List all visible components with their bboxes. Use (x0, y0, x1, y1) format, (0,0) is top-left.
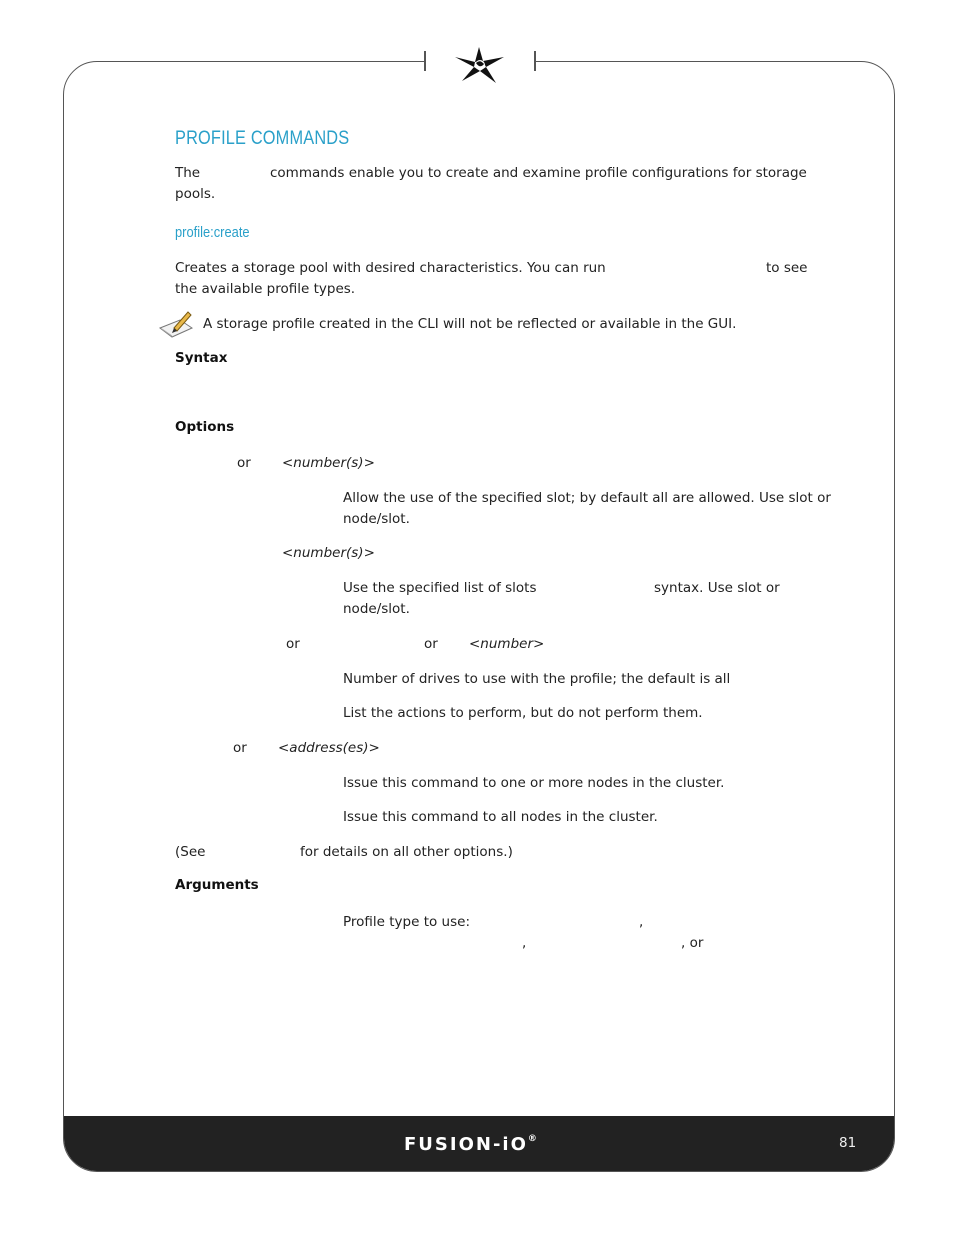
option4-description: List the actions to perform, but do not perform them. (343, 705, 703, 721)
command-heading: profile:create (175, 224, 250, 241)
option5-argument: <address(es)> (278, 740, 380, 756)
note-text: A storage profile created in the CLI will not be reflected or available in the GUI. (203, 316, 737, 332)
registered-mark: ® (527, 1134, 537, 1144)
option6-description: Issue this command to all nodes in the cluster. (343, 809, 658, 825)
option1-description-line2: node/slot. (343, 511, 410, 527)
option5-or: or (233, 740, 247, 756)
options-heading: Options (175, 419, 235, 435)
command-description-end: to see (766, 260, 808, 276)
intro-word-the: The (175, 165, 201, 181)
option2-description-line2: node/slot. (343, 601, 410, 617)
option1-or: or (237, 455, 251, 471)
option1-description: Allow the use of the specified slot; by default all are allowed. Use slot or (343, 490, 831, 506)
option2-description: Use the specified list of slots (343, 580, 537, 596)
option3-argument: <number> (469, 636, 545, 652)
option3-or-2: or (424, 636, 438, 652)
page-number: 81 (839, 1135, 857, 1151)
argument1-comma-2: , (522, 935, 527, 951)
frame-tick-left (424, 51, 426, 71)
intro-text-line2: pools. (175, 186, 216, 202)
footer-brand: FUSION-iO (404, 1134, 528, 1155)
see-also-start: (See (175, 844, 206, 860)
see-also-end: for details on all other options.) (300, 844, 513, 860)
intro-text: commands enable you to create and examine profile configurations for storage (270, 165, 807, 181)
option2-argument: <number(s)> (282, 545, 375, 561)
option3-or-1: or (286, 636, 300, 652)
frame-tick-right (534, 51, 536, 71)
argument1-comma-1: , (639, 914, 644, 930)
option5-description: Issue this command to one or more nodes in the cluster. (343, 775, 725, 791)
option1-argument: <number(s)> (282, 455, 375, 471)
note-pencil-icon (158, 310, 196, 340)
fusion-io-wordmark (404, 1134, 537, 1155)
section-title: PROFILE COMMANDS (175, 128, 350, 149)
fusion-io-star-icon (452, 43, 508, 87)
command-description-line2: the available profile types. (175, 281, 356, 297)
command-description: Creates a storage pool with desired characteristics. You can run (175, 260, 606, 276)
arguments-heading: Arguments (175, 877, 259, 893)
syntax-heading: Syntax (175, 350, 228, 366)
option3-description: Number of drives to use with the profile; the default is all (343, 671, 731, 687)
option2-description-end: syntax. Use slot or (654, 580, 780, 596)
argument1-description: Profile type to use: (343, 914, 471, 930)
argument1-or: , or (681, 935, 704, 951)
